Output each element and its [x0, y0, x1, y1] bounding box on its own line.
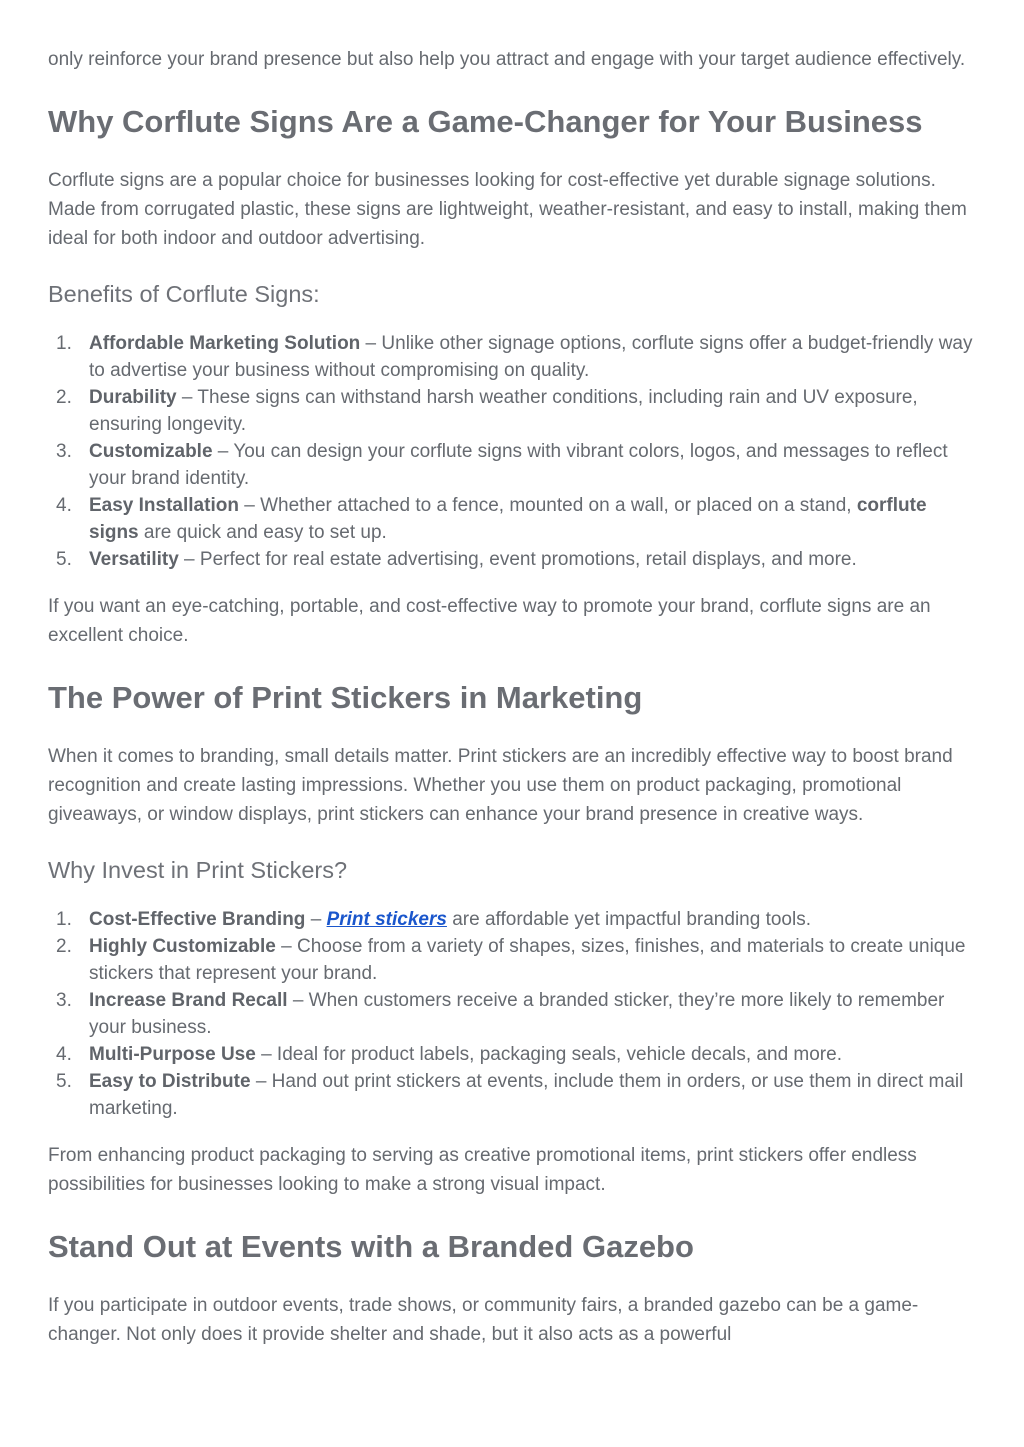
- list-item-title: Increase Brand Recall: [89, 990, 288, 1011]
- section-closing-corflute: If you want an eye-catching, portable, and cost-effective way to promote your brand, corflute signs are an excellent choice.: [48, 596, 931, 646]
- list-item: [48, 1041, 978, 1068]
- list-item-title: Cost-Effective Branding: [89, 909, 306, 930]
- section-heading-gazebo: Stand Out at Events with a Branded Gazebo: [48, 1229, 694, 1264]
- list-item-title: Easy to Distribute: [89, 1071, 251, 1092]
- section-heading-print-stickers: The Power of Print Stickers in Marketing: [48, 680, 643, 715]
- list-number: 1.: [56, 333, 72, 354]
- section-closing-print-stickers: From enhancing product packaging to serving as creative promotional items, print stickers offer endless possibilities for businesses looking to make a strong visual impact.: [48, 1145, 917, 1195]
- list-item: [48, 384, 978, 438]
- list-item: [48, 1068, 978, 1122]
- list-item-title: Durability: [89, 387, 177, 408]
- list-item: [48, 438, 978, 492]
- list-item-text: are quick and easy to set up.: [138, 522, 387, 543]
- list-item-title: Versatility: [89, 549, 179, 570]
- intro-paragraph: only reinforce your brand presence but also help you attract and engage with your target audience effectively.: [48, 49, 966, 70]
- list-item-title: Highly Customizable: [89, 936, 276, 957]
- subheading-why-invest: Why Invest in Print Stickers?: [48, 857, 348, 883]
- list-item-text: – Whether attached to a fence, mounted on a wall, or placed on a stand,: [238, 495, 857, 516]
- list-number: 5.: [56, 549, 72, 570]
- list-item: [48, 906, 978, 933]
- print-stickers-link[interactable]: Print stickers: [326, 909, 447, 930]
- list-item-text: – When customers receive a branded sticker, they’re more likely to remember your business.: [89, 990, 945, 1038]
- list-number: 1.: [56, 909, 72, 930]
- list-item-text: – Ideal for product labels, packaging seals, vehicle decals, and more.: [255, 1044, 842, 1065]
- section-paragraph-gazebo: If you participate in outdoor events, trade shows, or community fairs, a branded gazebo can be a game-changer. Not only does it provide shelter and shade, but it also acts as a powerful: [48, 1295, 919, 1345]
- list-item-text: – Unlike other signage options, corflute signs offer a budget-friendly way to advertise your business without compromising on quality.: [89, 333, 973, 381]
- list-number: 2.: [56, 936, 72, 957]
- list-item-title: Affordable Marketing Solution: [89, 333, 361, 354]
- list-number: 4.: [56, 1044, 72, 1065]
- list-number: 5.: [56, 1071, 72, 1092]
- list-item-text: – Hand out print stickers at events, include them in orders, or use them in direct mail marketing.: [89, 1071, 964, 1119]
- corflute-benefits-list: [48, 330, 978, 573]
- list-number: 4.: [56, 495, 72, 516]
- list-item-title: Easy Installation: [89, 495, 239, 516]
- document-page: [48, 0, 978, 1349]
- subheading-corflute-benefits: Benefits of Corflute Signs:: [48, 281, 320, 307]
- section-paragraph-print-stickers: When it comes to branding, small details matter. Print stickers are an incredibly effective way to boost brand recognition and create lasting impressions. Whether you use them on product packaging, promotional giveaways, or window displays, print stickers can enhance your brand presence in creative ways.: [48, 746, 953, 825]
- list-item-text: are affordable yet impactful branding tools.: [446, 909, 811, 930]
- section-heading-corflute: Why Corflute Signs Are a Game-Changer for Your Business: [48, 104, 923, 139]
- list-item: [48, 492, 978, 546]
- print-stickers-list: [48, 906, 978, 1122]
- list-item-title: Customizable: [89, 441, 213, 462]
- list-number: 2.: [56, 387, 72, 408]
- list-item-text: – You can design your corflute signs with vibrant colors, logos, and messages to reflect your brand identity.: [89, 441, 948, 489]
- list-item-text: –: [305, 909, 327, 930]
- list-item-title: Multi-Purpose Use: [89, 1044, 256, 1065]
- list-item-bold-phrase: corflute signs: [89, 495, 927, 543]
- list-item-text: – Choose from a variety of shapes, sizes, finishes, and materials to create unique stickers that represent your brand.: [89, 936, 966, 984]
- list-item: [48, 330, 978, 384]
- list-number: 3.: [56, 441, 72, 462]
- list-item-text: – Perfect for real estate advertising, event promotions, retail displays, and more.: [178, 549, 857, 570]
- list-item-text: – These signs can withstand harsh weather conditions, including rain and UV exposure, ensuring longevity.: [89, 387, 918, 435]
- list-number: 3.: [56, 990, 72, 1011]
- list-item: [48, 987, 978, 1041]
- list-item: [48, 933, 978, 987]
- section-paragraph-corflute: Corflute signs are a popular choice for businesses looking for cost-effective yet durable signage solutions. Made from corrugated plastic, these signs are lightweight, weather-resistant, and easy to install, making them ideal for both indoor and outdoor advertising.: [48, 170, 967, 249]
- list-item: [48, 546, 978, 573]
